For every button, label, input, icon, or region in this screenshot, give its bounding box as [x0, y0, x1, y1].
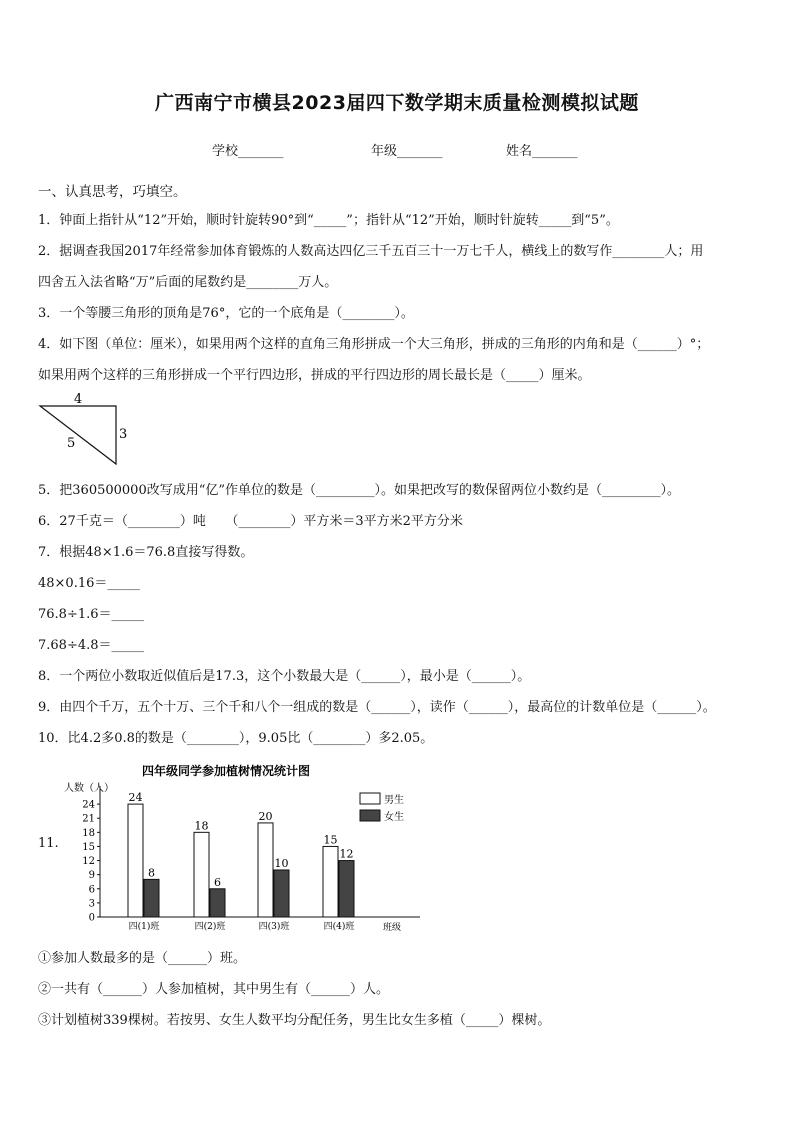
question-10: 10．比4.2多0.8的数是（________），9.05比（________）多2.05。 — [38, 731, 434, 746]
question-3: 3．一个等腰三角形的顶角是76°，它的一个底角是（________）。 — [38, 306, 414, 321]
question-11-part-1: ①参加人数最多的是（______）班。 — [38, 951, 247, 966]
category-label: 四(1)班 — [128, 922, 160, 932]
category-label: 四(3)班 — [258, 922, 290, 932]
bar-label-girls: 10 — [274, 856, 289, 870]
x-axis-label: 班级 — [383, 923, 402, 933]
triangle-side-top: 4 — [74, 392, 83, 407]
question-4-line-2: 如果用两个这样的三角形拼成一个平行四边形，拼成的平行四边形的周长最长是（_____）厘米。 — [38, 368, 591, 383]
legend-swatch-girls — [360, 810, 380, 821]
bar-girls — [339, 861, 354, 917]
category-label: 四(4)班 — [323, 922, 355, 932]
y-tick-label: 21 — [82, 813, 95, 825]
bar-girls — [210, 889, 225, 917]
question-2-line-2: 四舍五入法省略“万”后面的尾数约是________万人。 — [38, 275, 338, 290]
question-11-label: 11. — [38, 836, 59, 851]
question-7: 7．根据48×1.6＝76.8直接写得数。 — [38, 545, 254, 560]
bar-boys — [194, 832, 209, 917]
bar-label-boys: 18 — [194, 819, 209, 833]
bar-label-boys: 24 — [128, 791, 143, 805]
question-11-part-2: ②一共有（______）人参加植树，其中男生有（______）人。 — [38, 982, 390, 997]
question-4-line-1: 4．如下图（单位：厘米），如果用两个这样的直角三角形拼成一个大三角形，拼成的三角形的内角和是（______）°； — [38, 337, 710, 352]
question-1: 1．钟面上指针从“12”开始，顺时针旋转90°到“_____”；指针从“12”开始，顺时针旋转_____到“5”。 — [38, 213, 619, 228]
y-tick-label: 6 — [88, 884, 95, 896]
bar-label-boys: 20 — [258, 809, 273, 823]
question-8: 8．一个两位小数取近似值后是17.3，这个小数最大是（______），最小是（______）。 — [38, 669, 531, 684]
y-tick-label: 0 — [88, 912, 95, 924]
right-triangle-figure — [30, 390, 140, 470]
bar-boys — [128, 804, 143, 917]
section-heading: 一、认真思考，巧填空。 — [38, 184, 187, 200]
page-title: 广西南宁市横县2023届四下数学期末质量检测模拟试题 — [155, 92, 639, 114]
bar-boys — [323, 846, 338, 917]
legend-label-boys: 男生 — [384, 795, 404, 806]
bar-girls — [274, 870, 289, 917]
question-6: 6．27千克＝（________）吨 （________）平方米＝3平方米2平方分米 — [38, 514, 463, 529]
bar-label-girls: 8 — [148, 866, 155, 880]
chart-title: 四年级同学参加植树情况统计图 — [142, 764, 311, 778]
y-tick-label: 15 — [82, 841, 95, 853]
triangle-side-hyp: 5 — [67, 436, 76, 451]
legend-swatch-boys — [360, 793, 380, 804]
question-11-part-3: ③计划植树339棵树。若按男、女生人数平均分配任务，男生比女生多植（_____）棵树。 — [38, 1013, 551, 1028]
question-7-item-2: 76.8÷1.6＝_____ — [38, 607, 145, 622]
triangle-side-right: 3 — [119, 427, 128, 442]
y-tick-label: 9 — [88, 870, 95, 882]
category-label: 四(2)班 — [194, 922, 226, 932]
question-7-item-1: 48×0.16＝_____ — [38, 576, 140, 591]
bar-label-girls: 12 — [339, 847, 354, 861]
bar-girls — [144, 879, 159, 917]
bar-label-girls: 6 — [214, 875, 221, 889]
question-5: 5．把360500000改写成用“亿”作单位的数是（_________）。如果把改写的数保留两位小数约是（_________）。 — [38, 483, 681, 498]
y-tick-label: 24 — [82, 799, 95, 811]
bar-chart — [60, 760, 440, 936]
y-axis-label: 人数（人） — [64, 783, 114, 794]
question-2-line-1: 2．据调查我国2017年经常参加体育锻炼的人数高达四亿三千五百三十一万七千人，横线上的数写作________人；用 — [38, 244, 704, 259]
school-field: 学校_______ — [212, 144, 284, 159]
legend-label-girls: 女生 — [384, 812, 404, 823]
bar-label-boys: 15 — [323, 833, 338, 847]
y-tick-label: 3 — [88, 898, 95, 910]
grade-field: 年级_______ — [371, 144, 443, 159]
y-tick-label: 18 — [82, 827, 95, 839]
bar-boys — [258, 823, 273, 917]
y-tick-label: 12 — [82, 856, 95, 868]
question-9: 9．由四个千万，五个十万、三个千和八个一组成的数是（______），读作（______），最高位的计数单位是（______）。 — [38, 700, 716, 715]
question-7-item-3: 7.68÷4.8＝_____ — [38, 638, 145, 653]
name-field: 姓名_______ — [506, 144, 578, 159]
